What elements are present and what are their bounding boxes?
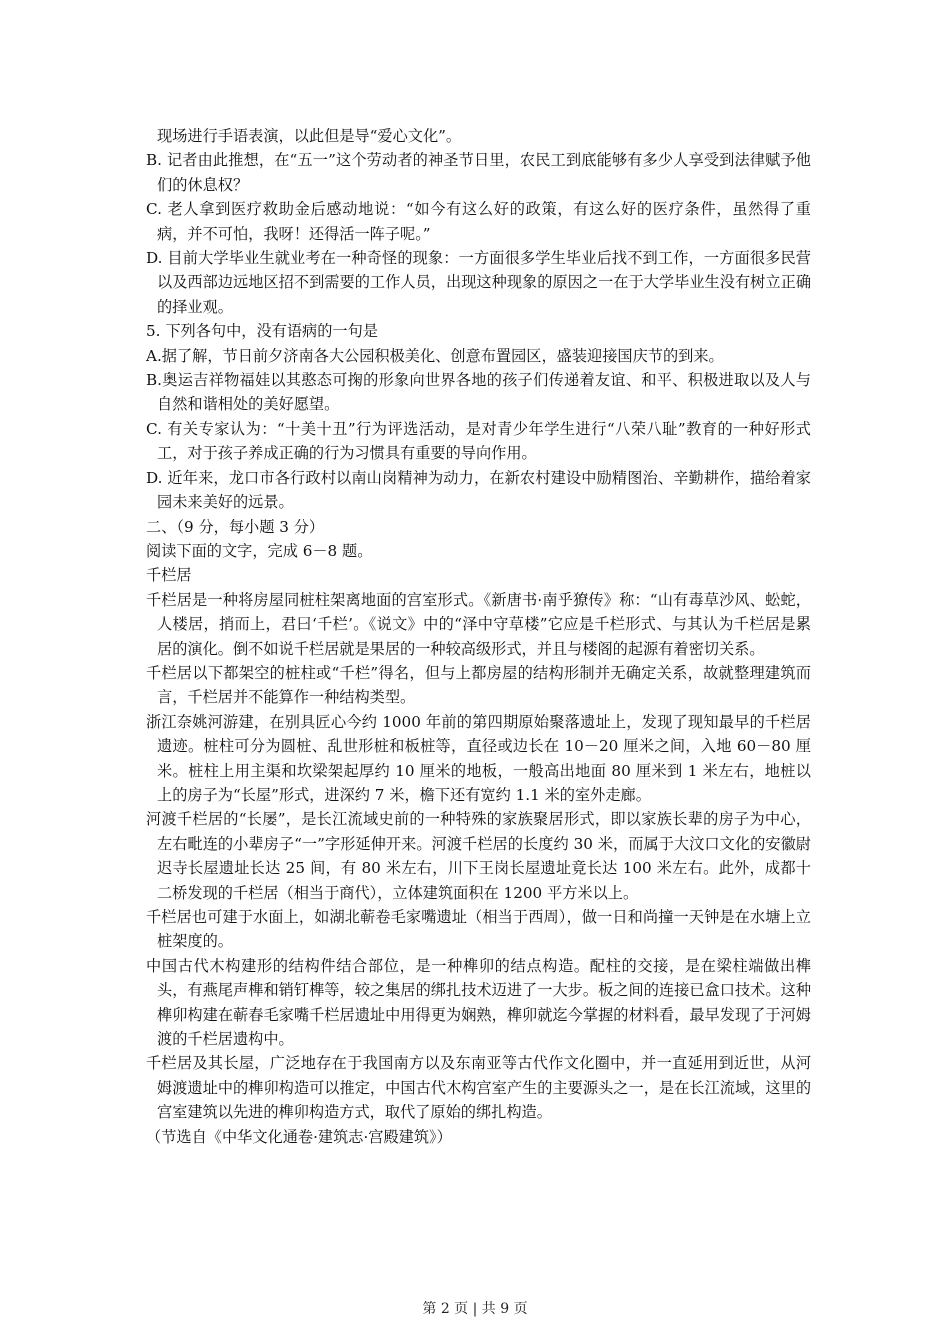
- q4-option-c: C. 老人拿到医疗救助金后感动地说：“如今有这么好的政策，有这么好的医疗条件，虽然得了重病，并不可怕，我呀！还得活一阵子呢。”: [146, 200, 811, 243]
- page-content: [146, 124, 811, 1149]
- passage-paragraph-3: 浙江奈姚河游建，在别具匠心今约 1000 年前的第四期原始聚落遗址上，发现了现知最早的千栏居遗迹。桩柱可分为圆桩、乱世形桩和板桩等，直径或边长在 10－20 厘米之间，入地 60－80 厘米。桩柱上用主渠和坎梁架起厚约 10 厘米的地板，一般高出地面 80 厘米到 1 米左右，地桩以上的房子为“长屋”形式，进深约 7 米，檐下还有宽约 1.1 米的室外走廊。: [146, 712, 811, 804]
- passage-paragraph-2: 千栏居以下都架空的桩柱或“千栏”得名，但与上都房屋的结构形制并无确定关系，故就整理建筑而言，千栏居并不能算作一种结构类型。: [146, 663, 811, 707]
- reading-instruction: 阅读下面的文字，完成 6－8 题。: [146, 541, 373, 560]
- passage-paragraph-4: 河渡千栏居的“长屡”，是长江流域史前的一种特殊的家族聚居形式，即以家族长辈的房子为中心，左右毗连的小辈房子“一”字形延伸开来。河渡千栏居的长度约 30 米，而属于大汶口文化的安徽尉迟寺长屋遗址长达 25 间，有 80 米左右，川下王岗长屋遗址竟长达 100 米左右。此外，成都十二桥发现的千栏居（相当于商代），立体建筑面积在 1200 平方米以上。: [146, 810, 811, 902]
- passage-source: （节选自《中华文化通卷·建筑志·宫殿建筑》）: [146, 1127, 452, 1146]
- q5-option-c: C. 有关专家认为：“十美十丑”行为评选活动，是对青少年学生进行“八荣八耻”教育的一种好形式工，对于孩子养成正确的行为习惯具有重要的导向作用。: [146, 419, 811, 463]
- passage-paragraph-6: 中国古代木构建形的结构件结合部位，是一种榫卯的结点构造。配柱的交接，是在梁柱端做出榫头，有燕尾声榫和销钉榫等，较之集居的绑扎技术迈进了一大步。板之间的连接已盒口技术。这种榫卯构建在蕲春毛家嘴千栏居遗址中用得更为娴熟，榫卯就迄今掌握的材料看，最早发现了于河姆渡的千栏居遗构中。: [146, 956, 811, 1049]
- q4-option-d: D. 目前大学毕业生就业考在一种奇怪的现象：一方面很多学生毕业后找不到工作，一方面很多民营以及西部边远地区招不到需要的工作人员，出现这种现象的原因之一在于大学毕业生没有树立正确的择业观。: [146, 249, 811, 316]
- section-2-heading: 二、（9 分，每小题 3 分）: [146, 517, 325, 536]
- passage-paragraph-1: 千栏居是一种将房屋同桩柱架离地面的宫室形式。《新唐书·南乎獠传》称：“山有毒草沙风、蚣蛇，人楼居，捎而上，君曰‘千栏’。《说文》中的“泽中守草楼”它应是千栏形式、与其认为千栏居是累居的演化。倒不如说千栏居就是果居的一种较高级形式，并且与楼阁的起源有着密切关系。: [146, 590, 811, 658]
- question-5-stem: 5. 下列各句中，没有语病的一句是: [146, 322, 378, 341]
- q5-option-d: D. 近年来，龙口市各行政村以南山岗精神为动力，在新农村建设中励精图治、辛勤耕作，描给着家园未来美好的远景。: [146, 468, 811, 512]
- q5-option-a: A.据了解，节日前夕济南各大公园积极美化、创意布置园区，盛装迎接国庆节的到来。: [146, 346, 724, 365]
- passage-paragraph-7: 千栏居及其长屋，广泛地存在于我国南方以及东南亚等古代作文化圈中，并一直延用到近世，从河姆渡遗址中的榫卯构造可以推定，中国古代木构宫室产生的主要源头之一，是在长江流域，这里的宫室建筑以先进的榫卯构造方式，取代了原始的绑扎构造。: [146, 1054, 811, 1122]
- q4-option-b: B. 记者由此推想，在“五一”这个劳动者的神圣节日里，农民工到底能够有多少人享受到法律赋予他们的休息权？: [146, 151, 811, 194]
- page-footer: 第 2 页 | 共 9 页: [422, 1301, 528, 1317]
- passage-paragraph-5: 千栏居也可建于水面上，如湖北蕲卷毛家嘴遗址（相当于西周），做一日和尚撞一天钟是在水塘上立桩架度的。: [146, 908, 811, 951]
- passage-title: 千栏居: [146, 566, 192, 585]
- option-a-continuation: 现场进行手语表演，以此但是导“爱心文化”。: [157, 127, 462, 145]
- q5-option-b: B.奥运吉祥物福娃以其憨态可掬的形象向世界各地的孩子们传递着友谊、和平、积极进取以及人与自然和谐相处的美好愿望。: [146, 371, 811, 414]
